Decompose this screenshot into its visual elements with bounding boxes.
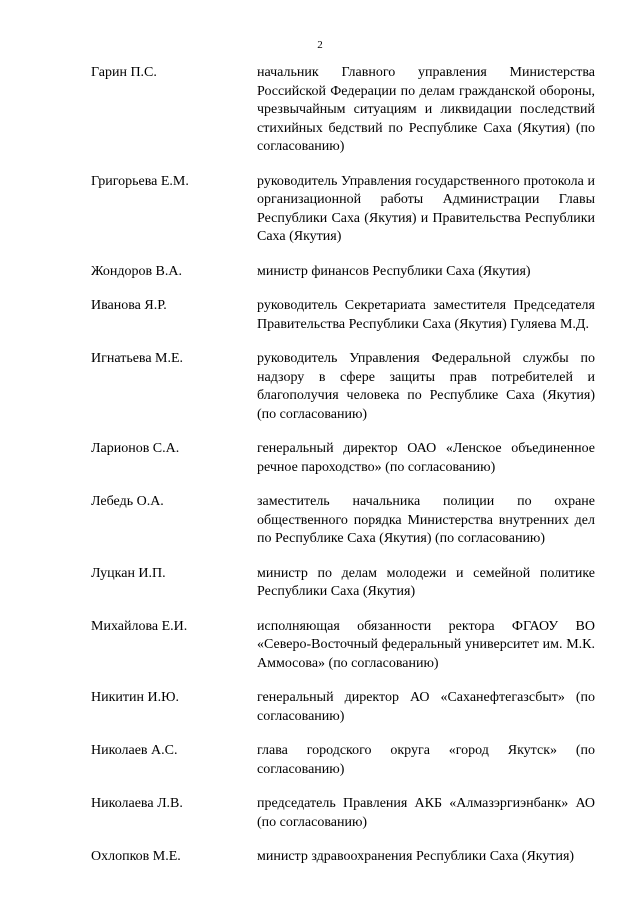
- member-name: Николаев А.С.: [91, 743, 178, 758]
- member-name: Игнатьева М.Е.: [91, 351, 184, 366]
- member-position: руководитель Управления государственного протокола и организационной работы Администрации Главы Республики Саха (Якутия) и Правительства Республики Саха (Якутия): [257, 173, 595, 244]
- list-item: [0, 848, 640, 867]
- member-position: заместитель начальника полиции по охране общественного порядка Министерства внутренних дел по Республике Саха (Якутия) (по согласованию): [257, 494, 595, 546]
- member-name: Гарин П.С.: [91, 65, 157, 80]
- member-name: Николаева Л.В.: [91, 796, 183, 811]
- member-position: министр по делам молодежи и семейной политике Республики Саха (Якутия): [257, 565, 595, 599]
- member-name: Лебедь О.А.: [91, 494, 164, 509]
- member-position: начальник Главного управления Министерства Российской Федерации по делам гражданской обороны, чрезвычайным ситуациям и ликвидации последствий стихийных бедствий по Республике Саха (Якутия) (по согласованию): [257, 65, 595, 154]
- list-item: [0, 565, 640, 602]
- member-name: Григорьева Е.М.: [91, 173, 189, 189]
- member-position: генеральный директор АО «Саханефтегазсбыт» (по согласованию): [257, 690, 595, 724]
- list-item: [0, 297, 640, 334]
- list-item: [0, 689, 640, 726]
- page-number: 2: [317, 39, 323, 51]
- member-name: Михайлова Е.И.: [91, 618, 188, 634]
- member-position: исполняющая обязанности ректора ФГАОУ ВО «Северо-Восточный федеральный университет им. М.К. Аммосова» (по согласованию): [257, 618, 595, 671]
- member-position: министр здравоохранения Республики Саха (Якутия): [257, 849, 575, 864]
- list-item: [0, 795, 640, 832]
- list-item: [0, 173, 640, 247]
- member-name: Никитин И.Ю.: [91, 690, 179, 705]
- list-item: [0, 493, 640, 549]
- list-item: [0, 618, 640, 674]
- member-position: министр финансов Республики Саха (Якутия): [257, 263, 531, 279]
- member-position: генеральный директор ОАО «Ленское объединенное речное пароходство» (по согласованию): [257, 441, 595, 475]
- member-position: председатель Правления АКБ «Алмазэргиэнбанк» АО (по согласованию): [257, 796, 595, 830]
- member-position: руководитель Управления Федеральной службы по надзору в сфере защиты прав потребителей и благополучия человека по Республике Саха (Якутия) (по согласованию): [257, 351, 595, 422]
- list-item: [0, 350, 640, 424]
- member-name: Луцкан И.П.: [91, 565, 166, 581]
- member-name: Жондоров В.А.: [91, 263, 183, 279]
- list-item: [0, 263, 640, 282]
- member-name: Охлопков М.Е.: [91, 849, 181, 864]
- list-item: [0, 742, 640, 779]
- member-list: [0, 64, 640, 883]
- list-item: [0, 64, 640, 157]
- member-name: Иванова Я.Р.: [91, 298, 167, 313]
- list-item: [0, 440, 640, 477]
- member-position: глава городского округа «город Якутск» (по согласованию): [257, 743, 595, 777]
- member-name: Ларионов С.А.: [91, 441, 180, 456]
- member-position: руководитель Секретариата заместителя Председателя Правительства Республики Саха (Якутия) Гуляева М.Д.: [257, 298, 595, 332]
